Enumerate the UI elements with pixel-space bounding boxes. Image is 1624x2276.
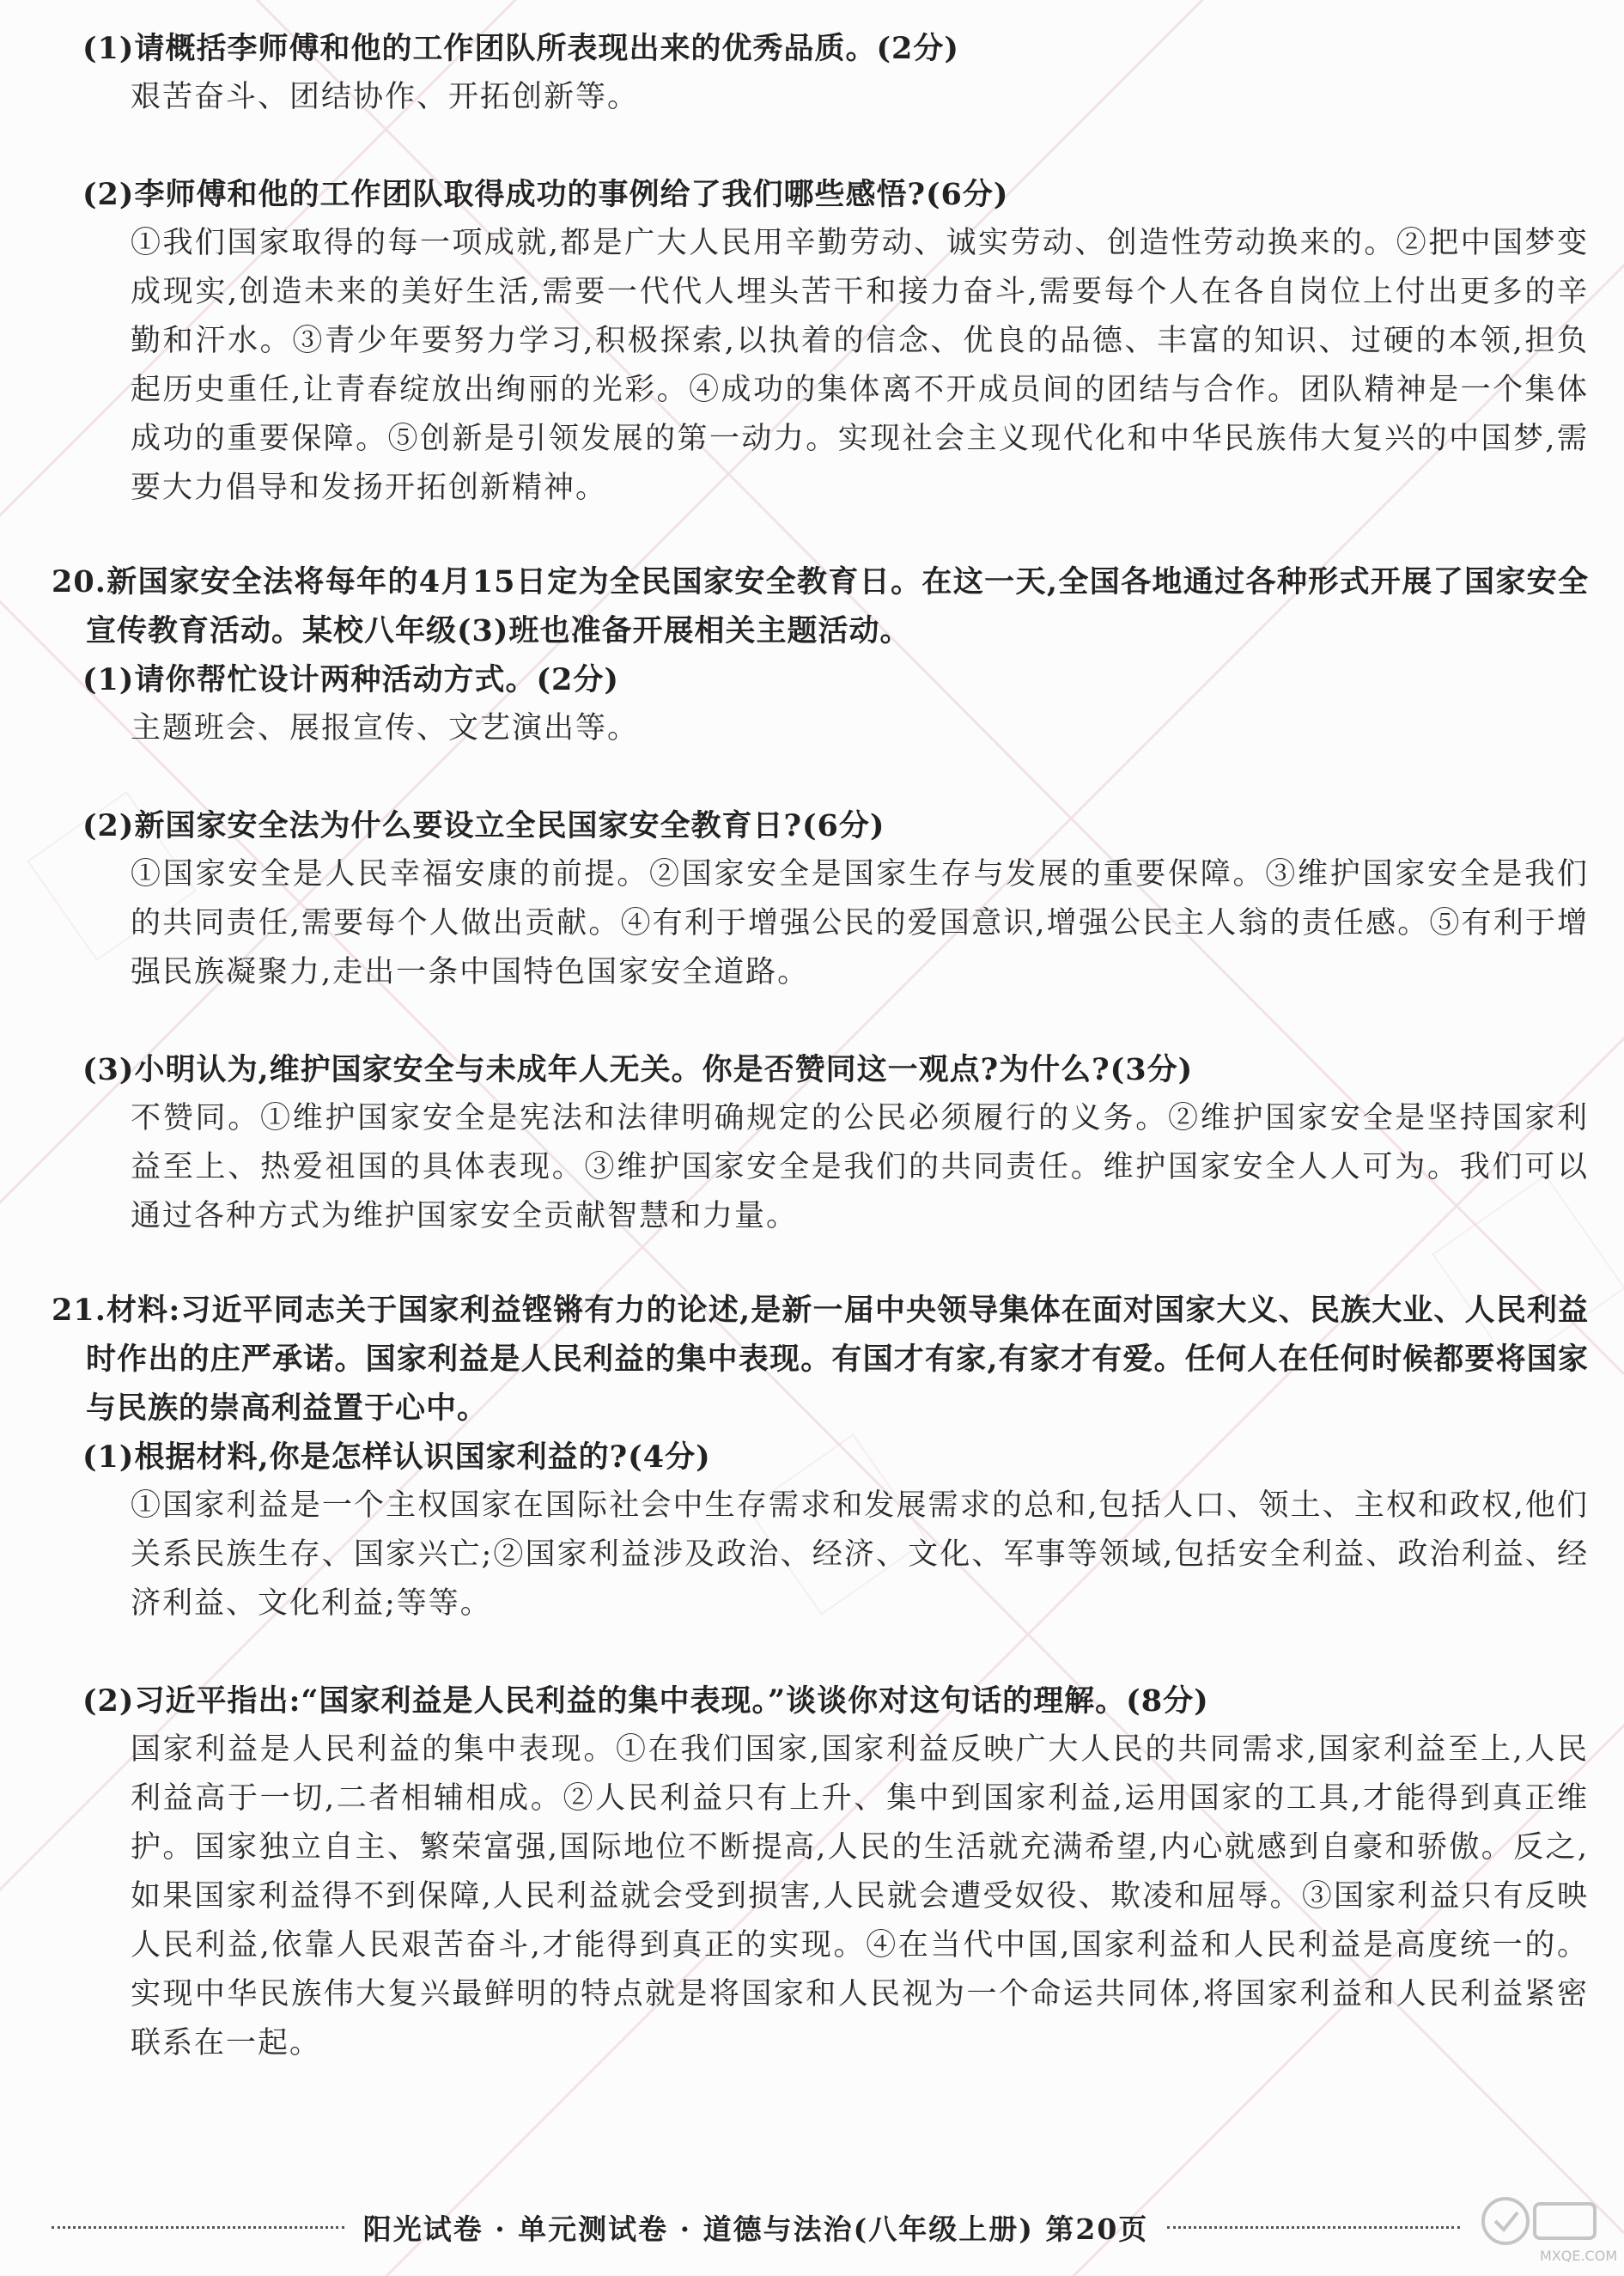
question-21-part-2: (2)习近平指出:“国家利益是人民利益的集中表现。”谈谈你对这句话的理解。(8分) bbox=[82, 1683, 1209, 1719]
content-area bbox=[52, 24, 1589, 2068]
footer-dotted-rule-left bbox=[52, 2226, 344, 2229]
question-20 bbox=[52, 557, 1589, 1241]
answer-text: 艰苦奋斗、团结协作、开拓创新等。 bbox=[131, 80, 640, 114]
footer-dotted-rule-right bbox=[1167, 2226, 1460, 2229]
question-text: (1)请概括李师傅和他的工作团队所表现出来的优秀品质。(2分) bbox=[82, 31, 959, 66]
question-21-part-1: (1)根据材料,你是怎样认识国家利益的?(4分) bbox=[82, 1439, 711, 1475]
answer-text: ①国家安全是人民幸福安康的前提。②国家安全是国家生存与发展的重要保障。③维护国家安全是我们的共同责任,需要每个人做出贡献。④有利于增强公民的爱国意识,增强公民主人翁的责任感。⑤有利于增强民族凝聚力,走出一条中国特色国家安全道路。 bbox=[131, 857, 1589, 989]
question-21 bbox=[52, 1286, 1589, 2068]
question-20-part-2: (2)新国家安全法为什么要设立全民国家安全教育日?(6分) bbox=[82, 808, 885, 843]
question-19-part-2 bbox=[52, 170, 1589, 513]
answer-text: 国家利益是人民利益的集中表现。①在我们国家,国家利益反映广大人民的共同需求,国家利益至上,人民利益高于一切,二者相辅相成。②人民利益只有上升、集中到国家利益,运用国家的工具,才能得到真正维护。国家独立自主、繁荣富强,国际地位不断提高,人民的生活就充满希望,内心就感到自豪和骄傲。反之,如果国家利益得不到保障,人民利益就会受到损害,人民就会遭受奴役、欺凌和屈辱。③国家利益只有反映人民利益,依靠人民艰苦奋斗,才能得到真正的实现。④在当代中国,国家利益和人民利益是高度统一的。实现中华民族伟大复兴最鲜明的特点就是将国家和人民视为一个命运共同体,将国家利益和人民利益紧密联系在一起。 bbox=[131, 1732, 1589, 2060]
footer-text: 阳光试卷 · 单元测试卷 · 道德与法治(八年级上册) 第20页 bbox=[362, 2212, 1149, 2246]
question-21-stem: 21.材料:习近平同志关于国家利益铿锵有力的论述,是新一届中央领导集体在面对国家大义、民族大业、人民利益时作出的庄严承诺。国家利益是人民利益的集中表现。有国才有家,有家才有爱。任何人在任何时候都要将国家与民族的崇高利益置于心中。 bbox=[52, 1293, 1589, 1426]
question-20-part-1: (1)请你帮忙设计两种活动方式。(2分) bbox=[82, 662, 619, 697]
question-19-part-1 bbox=[52, 24, 1589, 122]
answer-text: 不赞同。①维护国家安全是宪法和法律明确规定的公民必须履行的义务。②维护国家安全是坚持国家利益至上、热爱祖国的具体表现。③维护国家安全是我们的共同责任。维护国家安全人人可为。我们可以通过各种方式为维护国家安全贡献智慧和力量。 bbox=[131, 1101, 1589, 1233]
question-text: (2)李师傅和他的工作团队取得成功的事例给了我们哪些感悟?(6分) bbox=[82, 177, 1009, 212]
watermark-logo-text: MXQE.COM bbox=[1540, 2248, 1618, 2264]
question-20-stem: 20.新国家安全法将每年的4月15日定为全民国家安全教育日。在这一天,全国各地通过各种形式开展了国家安全宣传教育活动。某校八年级(3)班也准备开展相关主题活动。 bbox=[52, 564, 1589, 648]
answer-text: ①国家利益是一个主权国家在国际社会中生存需求和发展需求的总和,包括人口、领土、主权和政权,他们关系民族生存、国家兴亡;②国家利益涉及政治、经济、文化、军事等领域,包括安全利益、政治利益、经济利益、文化利益;等等。 bbox=[131, 1488, 1589, 1621]
question-20-part-3: (3)小明认为,维护国家安全与未成年人无关。你是否赞同这一观点?为什么?(3分) bbox=[82, 1052, 1194, 1087]
answer-text: 主题班会、展报宣传、文艺演出等。 bbox=[131, 711, 640, 745]
page-footer bbox=[52, 2206, 1460, 2249]
answer-text: ①我们国家取得的每一项成就,都是广大人民用辛勤劳动、诚实劳动、创造性劳动换来的。②把中国梦变成现实,创造未来的美好生活,需要一代代人埋头苦干和接力奋斗,需要每个人在各自岗位上付出更多的辛勤和汗水。③青少年要努力学习,积极探索,以执着的信念、优良的品德、丰富的知识、过硬的本领,担负起历史重任,让青春绽放出绚丽的光彩。④成功的集体离不开成员间的团结与合作。团队精神是一个集体成功的重要保障。⑤创新是引领发展的第一动力。实现社会主义现代化和中华民族伟大复兴的中国梦,需要大力倡导和发扬开拓创新精神。 bbox=[131, 226, 1589, 505]
website-watermark-logo-icon bbox=[1471, 2188, 1618, 2267]
